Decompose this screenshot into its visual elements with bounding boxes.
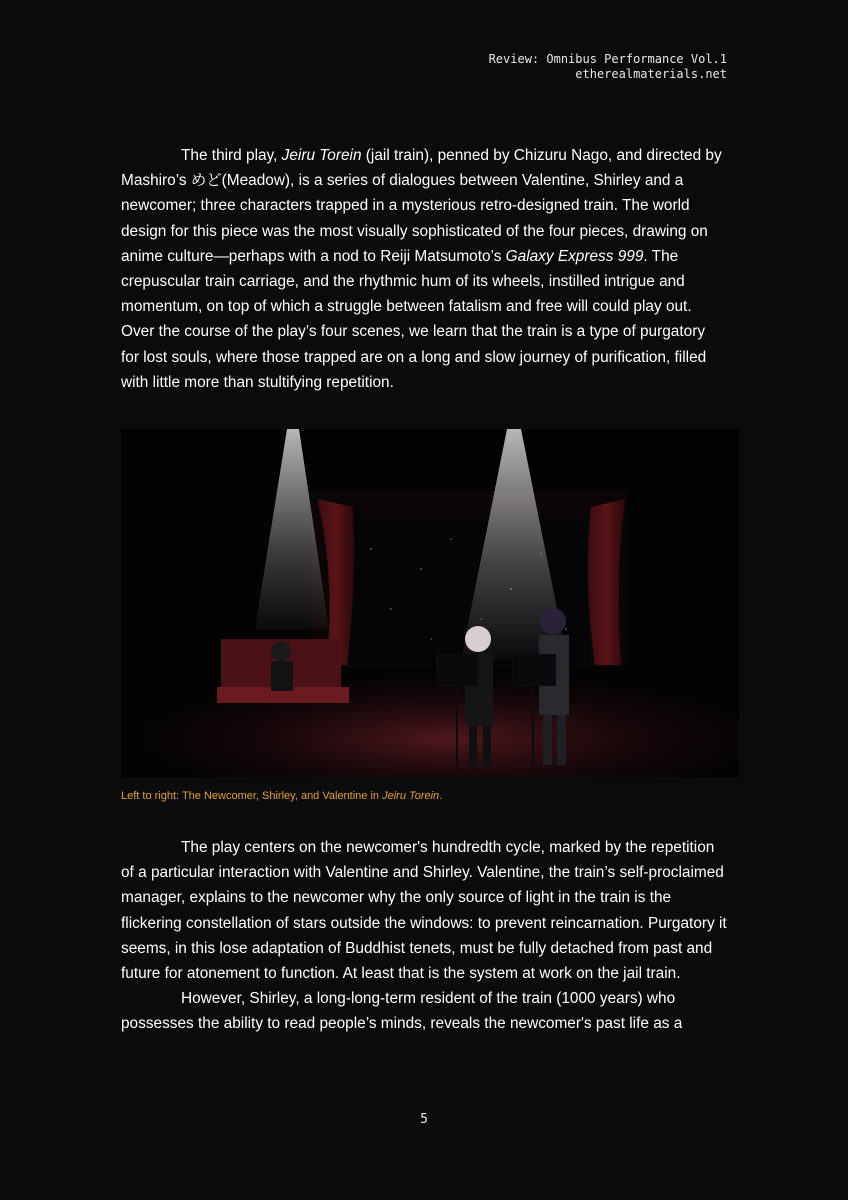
figure-caption xyxy=(121,790,442,802)
page-header xyxy=(489,52,727,82)
paragraph2-part-2 xyxy=(121,986,727,1036)
caption-text: Left to right: The Newcomer, Shirley, and Valentine in xyxy=(121,790,383,802)
paragraph1-text-c: . The crepuscular train carriage, and the rhythmic hum of its wheels, instilled intrigue and momentum, on top of which a struggle between fatalism and free will could play out. Over the course of the play’s four scenes, we learn that the train is a type of purgatory for lost souls, where those trapped are on a long and slow journey of purification, filled with little more than stultifying repetition. xyxy=(121,247,707,391)
caption-suffix: . xyxy=(439,790,443,802)
paragraph1-text-a: The third play, xyxy=(181,147,282,164)
paragraph1-text-b: (jail train), penned by Chizuru Nago, and directed by Mashiro’s めど(Meadow), is a series of dialogues between Valentine, Shirley and a newcomer; three characters trapped in a mysterious retro-designed train. The world design for this piece was the most visually sophisticated of the four pieces, drawing on anime culture—perhaps with a nod to Reiji Matsumoto’s xyxy=(121,147,722,265)
caption-play-title: Jeiru Torein xyxy=(382,790,440,802)
body-paragraph-1 xyxy=(121,143,727,395)
paragraph2-text-a: The play centers on the newcomer's hundredth cycle, marked by the repetition of a particular interaction with Valentine and Shirley. Valentine, the train’s self-proclaimed manager, explains to the newcomer why the only source of light in the train is the flickering constellation of stars outside the windows: to prevent reincarnation. Purgatory it seems, in this lose adaptation of Buddhist tenets, must be fully detached from past and future for atonement to function. At least that is the system at work on the jail train. xyxy=(121,839,727,983)
performance-photo xyxy=(121,429,739,777)
paragraph2-part-1 xyxy=(121,835,727,986)
paragraph2-text-b: However, Shirley, a long-long-term resident of the train (1000 years) who possesses the ability to read people’s minds, reveals the newcomer's past life as a xyxy=(121,990,683,1033)
reference-title: Galaxy Express 999 xyxy=(505,247,644,265)
header-site: etherealmaterials.net xyxy=(575,67,727,81)
header-title: Review: Omnibus Performance Vol.1 xyxy=(488,52,727,66)
page-number: 5 xyxy=(420,1112,428,1127)
stage-scene-illustration xyxy=(121,429,739,777)
play-title: Jeiru Torein xyxy=(281,147,362,164)
body-paragraph-2 xyxy=(121,835,727,1037)
